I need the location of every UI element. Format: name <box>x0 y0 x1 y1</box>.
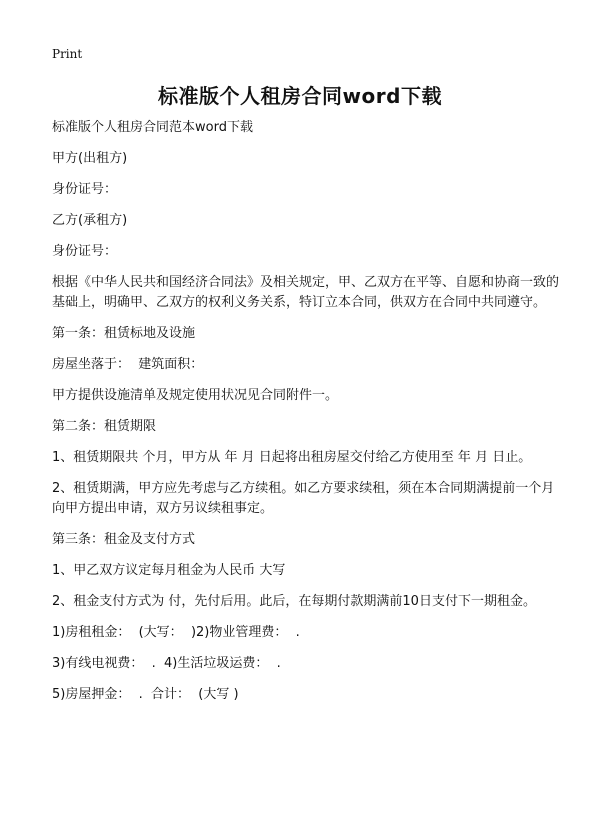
rent-clause-2: 2、租金支付方式为 付，先付后用。此后，在每期付款期满前10日支付下一期租金。 <box>52 594 536 609</box>
fee-line-1: 1)房租租金： (大写： )2)物业管理费： . <box>52 625 300 640</box>
fee-line-3: 5)房屋押金： . 合计： (大写 ) <box>52 687 239 702</box>
article-2-heading: 第二条：租赁期限 <box>52 419 157 434</box>
lease-term-clause-2: 2、租赁期满，甲方应先考虑与乙方续租。如乙方要求续租，须在本合同期满提前一个月向甲方提出申请，双方另议续租事定。 <box>52 481 555 516</box>
print-link[interactable]: Print <box>52 47 83 61</box>
lease-term-clause-1: 1、租赁期限共 个月，甲方从 年 月 日起将出租房屋交付给乙方使用至 年 月 日止。 <box>52 450 532 465</box>
page-title: 标准版个人租房合同word下载 <box>158 84 442 108</box>
article-1-heading: 第一条：租赁标地及设施 <box>52 326 196 341</box>
preamble-paragraph: 根据《中华人民共和国经济合同法》及相关规定，甲、乙双方在平等、自愿和协商一致的基础上，明确甲、乙双方的权利义务关系，特订立本合同，供双方在合同中共同遵守。 <box>52 275 560 310</box>
party-b-label: 乙方(承租方) <box>52 213 128 228</box>
party-a-id-label: 身份证号： <box>52 182 118 197</box>
party-a-label: 甲方(出租方) <box>52 151 128 166</box>
subtitle-paragraph: 标准版个人租房合同范本word下载 <box>52 120 253 135</box>
party-b-id-label: 身份证号： <box>52 244 118 259</box>
facilities-line: 甲方提供设施清单及规定使用状况见合同附件一。 <box>52 388 339 403</box>
article-3-heading: 第三条：租金及支付方式 <box>52 532 196 547</box>
document-body <box>52 118 564 716</box>
rent-clause-1: 1、甲乙双方议定每月租金为人民币 大写 <box>52 563 286 578</box>
property-location-line: 房屋坐落于： 建筑面积： <box>52 357 204 372</box>
fee-line-2: 3)有线电视费： . 4)生活垃圾运费： . <box>52 656 281 671</box>
